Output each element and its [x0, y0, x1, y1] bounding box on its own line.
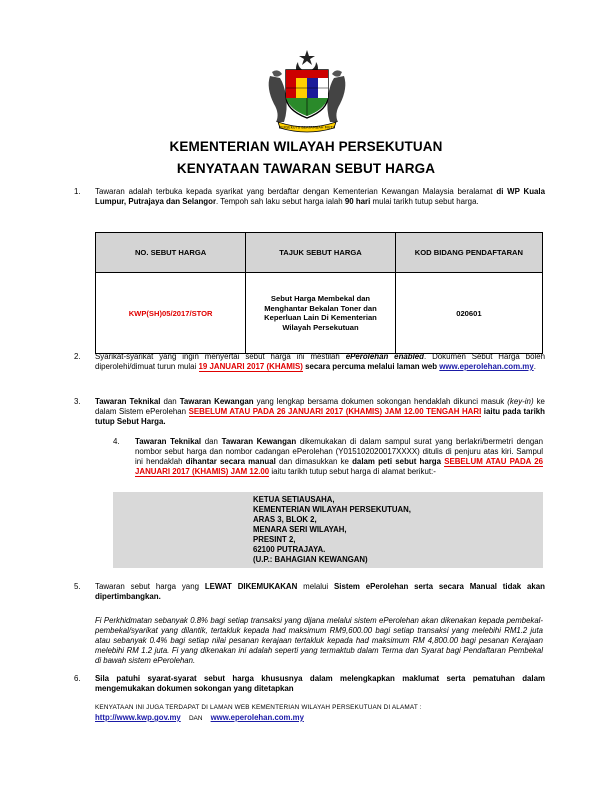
- item-number-6: 6.: [74, 674, 81, 683]
- address-line: (U.P.: BAHAGIAN KEWANGAN): [253, 555, 368, 564]
- item-number-2: 2.: [74, 352, 81, 361]
- item-number-4: 4.: [113, 437, 120, 446]
- item-number-3: 3.: [74, 397, 81, 406]
- eperolehan-link[interactable]: www.eperolehan.com.my: [439, 362, 534, 371]
- item-6-text: Sila patuhi syarat-syarat sebut harga khususnya dalam melengkapkan maklumat serta pematuhan dalam mengemukakan dokumen sokongan yang ditetapkan: [95, 674, 545, 693]
- service-fee-note: Fi Perkhidmatan sebanyak 0.8% bagi setiap transaksi yang dijana melalui sistem ePerolehan akan dikenakan kepada pembekal-pembekal/syarikat yang dilantik, tertakluk kepada had maksimum RM9,600.00 bagi setiap transaksi yang melebihi RM1.2 juta atau sebanyak 0.4% bagi setiap nilai pesanan kerajaan tertakluk kepada had maksimum RM 4,800.00 bagi pesanan Kerajaan melebihi RM 1.2 juta. Fi yang dikenakan ini adalah seperti yang termaktub dalam Terma dan Syarat bagi Pendaftaran Pembekal di bawah sistem ePerolehan.: [95, 616, 543, 665]
- address-line: 62100 PUTRAJAYA.: [253, 545, 326, 554]
- cell-tender-title: Sebut Harga Membekal dan Menghantar Bekalan Toner dan Keperluan Lain Di Kementerian Wilayah Persekutuan: [246, 273, 396, 354]
- address-line: ARAS 3, BLOK 2,: [253, 515, 317, 524]
- page-title: KEMENTERIAN WILAYAH PERSEKUTUAN: [169, 139, 443, 154]
- crest-motto: BERSEKUTU BERTAMBAH MUTU: [278, 125, 336, 130]
- footer-text: KENYATAAN INI JUGA TERDAPAT DI LAMAN WEB KEMENTERIAN WILAYAH PERSEKUTUAN DI ALAMAT :: [95, 704, 422, 711]
- tender-table: [95, 232, 543, 354]
- footer-join-word: DAN: [188, 715, 203, 722]
- table-row: [96, 273, 543, 354]
- item-number-1: 1.: [74, 187, 81, 196]
- table-header-row: [96, 233, 543, 273]
- item-3-text: Tawaran Teknikal dan Tawaran Kewangan yang lengkap bersama dokumen sokongan hendaklah dikunci masuk (key-in) ke dalam Sistem ePerolehan SEBELUM ATAU PADA 26 JANUARI 2017 (KHAMIS) JAM 12.00 TENGAH HARI iaitu pada tarikh tutup Sebut Harga.: [95, 397, 546, 426]
- item-5-text: Tawaran sebut harga yang LEWAT DIKEMUKAKAN melalui Sistem ePerolehan serta secara Manual tidak akan dipertimbangkan.: [95, 582, 546, 601]
- header-cell-tajuk: TAJUK SEBUT HARGA: [246, 233, 396, 273]
- item-4-text: Tawaran Teknikal dan Tawaran Kewangan dikemukakan di dalam sampul surat yang berlakri/bermetri dengan nombor sebut harga dan nombor cadangan ePerolehan (Y015102020017XXXX) ditulis di penjuru atas kiri. Sampul ini hendaklah dihantar secara manual dan dimasukkan ke dalam peti sebut harga SEBELUM ATAU PADA 26 JANUARI 2017 (KHAMIS) JAM 12.00 iaitu tarikh tutup sebut harga di alamat berikut:-: [135, 437, 543, 476]
- item-number-5: 5.: [74, 582, 81, 591]
- submission-address: [253, 495, 411, 565]
- address-line: KETUA SETIAUSAHA,: [253, 495, 335, 504]
- header-cell-kod: KOD BIDANG PENDAFTARAN: [395, 233, 542, 273]
- address-line: MENARA SERI WILAYAH,: [253, 525, 347, 534]
- kwp-website-link[interactable]: http://www.kwp.gov.my: [95, 713, 181, 722]
- item-2-text: Syarikat-syarikat yang ingin menyertai sebut harga ini mestilah ePerolehan enabled. Dokumen Sebut Harga boleh diperolehi/dimuat turun mulai 19 JANUARI 2017 (KHAMIS) secara percuma melalui laman web www.eperolehan.com.my.: [95, 352, 545, 371]
- cell-registration-code: 020601: [395, 273, 542, 354]
- eperolehan-footer-link[interactable]: www.eperolehan.com.my: [210, 713, 304, 722]
- header-cell-no: NO. SEBUT HARGA: [96, 233, 246, 273]
- item-1-text: Tawaran adalah terbuka kepada syarikat yang berdaftar dengan Kementerian Kewangan Malaysia beralamat di WP Kuala Lumpur, Putrajaya dan Selangor. Tempoh sah laku sebut harga ialah 90 hari mulai tarikh tutup sebut harga.: [95, 187, 546, 206]
- manual-submission-deadline: SEBELUM ATAU PADA 26 JANUARI 2017 (KHAMIS) JAM 12.00: [135, 457, 543, 476]
- footer-links: [95, 713, 545, 724]
- submission-deadline: SEBELUM ATAU PADA 26 JANUARI 2017 (KHAMIS) JAM 12.00 TENGAH HARI: [188, 407, 482, 416]
- cell-tender-number: KWP(SH)05/2017/STOR: [96, 273, 246, 354]
- page-subtitle: KENYATAAN TAWARAN SEBUT HARGA: [176, 161, 436, 176]
- address-line: KEMENTERIAN WILAYAH PERSEKUTUAN,: [253, 505, 411, 514]
- document-release-date: 19 JANUARI 2017 (KHAMIS): [198, 362, 303, 371]
- malaysia-coat-of-arms-icon: [262, 48, 352, 134]
- address-line: PRESINT 2,: [253, 535, 296, 544]
- footer-notice: [95, 703, 545, 724]
